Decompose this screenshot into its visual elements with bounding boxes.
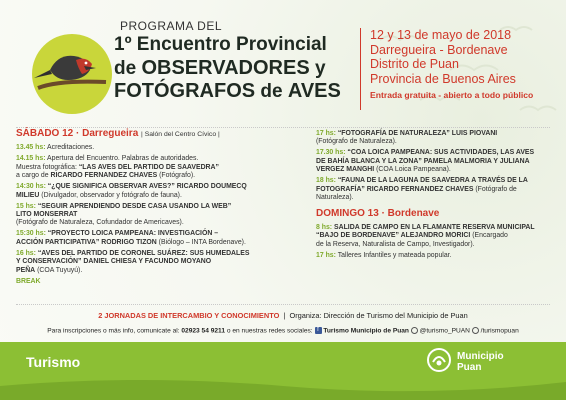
saturday-column: [16, 130, 298, 286]
sunday-heading: DOMINGO 13 · Bordenave: [316, 208, 440, 220]
free-entry: Entrada gratuita - abierto a todo público: [370, 90, 534, 100]
event-item: 17 hs: “FOTOGRAFÍA DE NATURALEZA” LUIS PIOVANI (Fotógrafo de Naturaleza).: [316, 130, 498, 146]
event-item: 17 hs: Talleres Infantiles y mateada popular.: [316, 251, 452, 259]
event-info: [370, 28, 533, 103]
title-line-3: FOTÓGRAFOS de AVES: [114, 80, 341, 102]
right-column: [316, 130, 548, 263]
instagram-link[interactable]: /turismopuan: [480, 327, 519, 335]
event-place-3: Provincia de Buenos Aires: [370, 71, 516, 86]
event-item: 15 hs: “SEGUIR APRENDIENDO DESDE CASA USANDO LA WEB” LITO MONSERRAT (Fotógrafo de Naturaleza, Cofundador de Americaves).: [16, 202, 232, 227]
facebook-link[interactable]: Turismo Municipio de Puan: [323, 327, 409, 335]
program-label: PROGRAMA DEL: [120, 19, 223, 33]
event-place-2: Distrito de Puan: [370, 57, 459, 71]
facebook-icon: f: [315, 327, 322, 334]
event-logo: [28, 30, 114, 116]
event-dates: 12 y 13 de mayo de 2018: [370, 28, 512, 42]
municipio-logo-icon: [427, 348, 451, 372]
event-item: 14:30 hs: “¿QUE SIGNIFICA OBSERVAR AVES?” RICARDO DOUMECQ MILIEU (Divulgador, observador y fotógrafo de fauna).: [16, 183, 247, 199]
event-item: 17.30 hs: “COA LOICA PAMPEANA: SUS ACTIVIDADES, LAS AVES DE BAHÍA BLANCA Y LA ZONA” PAMELA MALMORIA Y JULIANA VERGEZ MANGHI (COA Loica Pampeana).: [316, 149, 535, 174]
event-item: 14.15 hs: Apertura del Encuentro. Palabras de autoridades. Muestra fotográfica: “LAS AVES DEL PARTIDO DE SAAVEDRA” a cargo de RICARDO FERNANDEZ CHAVES (Fotógrafo).: [16, 155, 219, 180]
twitter-link[interactable]: @turismo_PUAN: [419, 327, 470, 335]
jornadas-line: 2 JORNADAS DE INTERCAMBIO Y CONOCIMIENTO | Organiza: Dirección de Turismo del Municipio de Puan: [98, 311, 468, 320]
event-item: 15:30 hs: “PROYECTO LOICA PAMPEANA: INVESTIGACIÓN – ACCIÓN PARTICIPATIVA” RODRIGO TIZON (Biólogo – INTA Bordenave).: [16, 230, 246, 246]
event-item: 8 hs: SALIDA DE CAMPO EN LA FLAMANTE RESERVA MUNICIPAL “BAJO DE BORDENAVE” ALEJANDRO MORICI (Encargado de la Reserva, Naturalista de Campo, Investigador).: [316, 223, 535, 248]
saturday-heading: SÁBADO 12 · Darregueira | Salón del Centro Cívico |: [16, 128, 220, 139]
instagram-icon: [472, 327, 479, 334]
event-item: 16 hs: “AVES DEL PARTIDO DE CORONEL SUÁREZ: SUS HUMEDALES Y CONSERVACIÓN” DANIEL CHIESA Y FACUNDO MOYANO PEÑA (COA Tuyuyú).: [16, 249, 250, 274]
footer-wave: [0, 372, 566, 400]
twitter-icon: [411, 327, 418, 334]
title-line-1: 1º Encuentro Provincial: [114, 34, 327, 55]
event-item: 13.45 hs: Acreditaciones.: [16, 144, 95, 152]
break-label: BREAK: [16, 277, 41, 285]
title-line-2: de OBSERVADORES y: [114, 57, 326, 79]
header-divider: [360, 28, 361, 110]
turismo-label: Turismo: [26, 354, 81, 370]
divider-bottom: [16, 304, 550, 305]
inscription-line: Para inscripciones o más info, comunicate al: 02923 54 9211 o en nuestras redes sociales: f Turismo Municipio de Puan @turismo_PUAN /turismopuan: [47, 327, 519, 335]
event-place-1: Darregueira - Bordenave: [370, 42, 508, 57]
event-item: 18 hs: “FAUNA DE LA LAGUNA DE SAAVEDRA A TRAVÉS DE LA FOTOGRAFÍA” RICARDO FERNANDEZ CHAVES (Fotógrafo de Naturaleza).: [316, 177, 528, 202]
municipio-label: Municipio Puan: [457, 351, 504, 373]
